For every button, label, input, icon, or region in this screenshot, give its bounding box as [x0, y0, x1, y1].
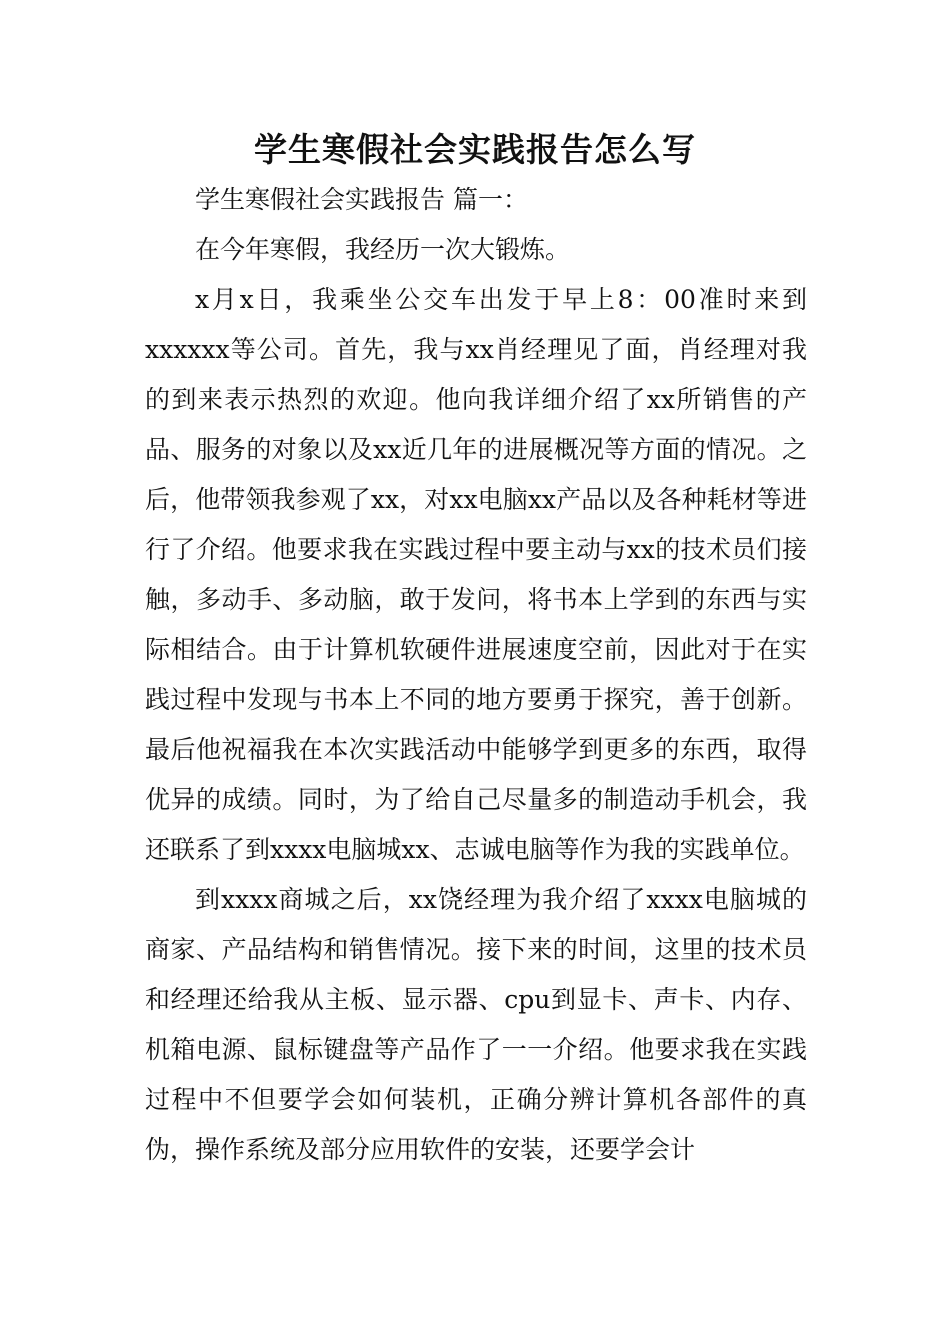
document-title: 学生寒假社会实践报告怎么写 [254, 130, 696, 169]
paragraph-mall-visit: 到xxxx商城之后，xx饶经理为我介绍了xxxx电脑城的商家、产品结构和销售情况。接下来的时间，这里的技术员和经理还给我从主板、显示器、cpu到显卡、声卡、内存、机箱电源、鼠标键盘等产品作了一一介绍。他要求我在实践过程中不但要学会如何装机，正确分辨计算机各部件的真伪，操作系统及部分应用软件的安装，还要学会计 [145, 885, 807, 1164]
document-body [145, 175, 807, 1175]
paragraph-section-heading: 学生寒假社会实践报告 篇一： [195, 185, 528, 214]
paragraph-company-visit: x月x日，我乘坐公交车出发于早上8：00准时来到xxxxxx等公司。首先，我与xx肖经理见了面，肖经理对我的到来表示热烈的欢迎。他向我详细介绍了xx所销售的产品、服务的对象以及xx近几年的进展概况等方面的情况。之后，他带领我参观了xx，对xx电脑xx产品以及各种耗材等进行了介绍。他要求我在实践过程中要主动与xx的技术员们接触，多动手、多动脑，敢于发问，将书本上学到的东西与实际相结合。由于计算机软硬件进展速度空前，因此对于在实践过程中发现与书本上不同的地方要勇于探究，善于创新。最后他祝福我在本次实践活动中能够学到更多的东西，取得优异的成绩。同时，为了给自己尽量多的制造动手机会，我还联系了到xxxx电脑城xx、志诚电脑等作为我的实践单位。 [145, 285, 807, 864]
paragraph-intro: 在今年寒假，我经历一次大锻炼。 [195, 235, 571, 264]
